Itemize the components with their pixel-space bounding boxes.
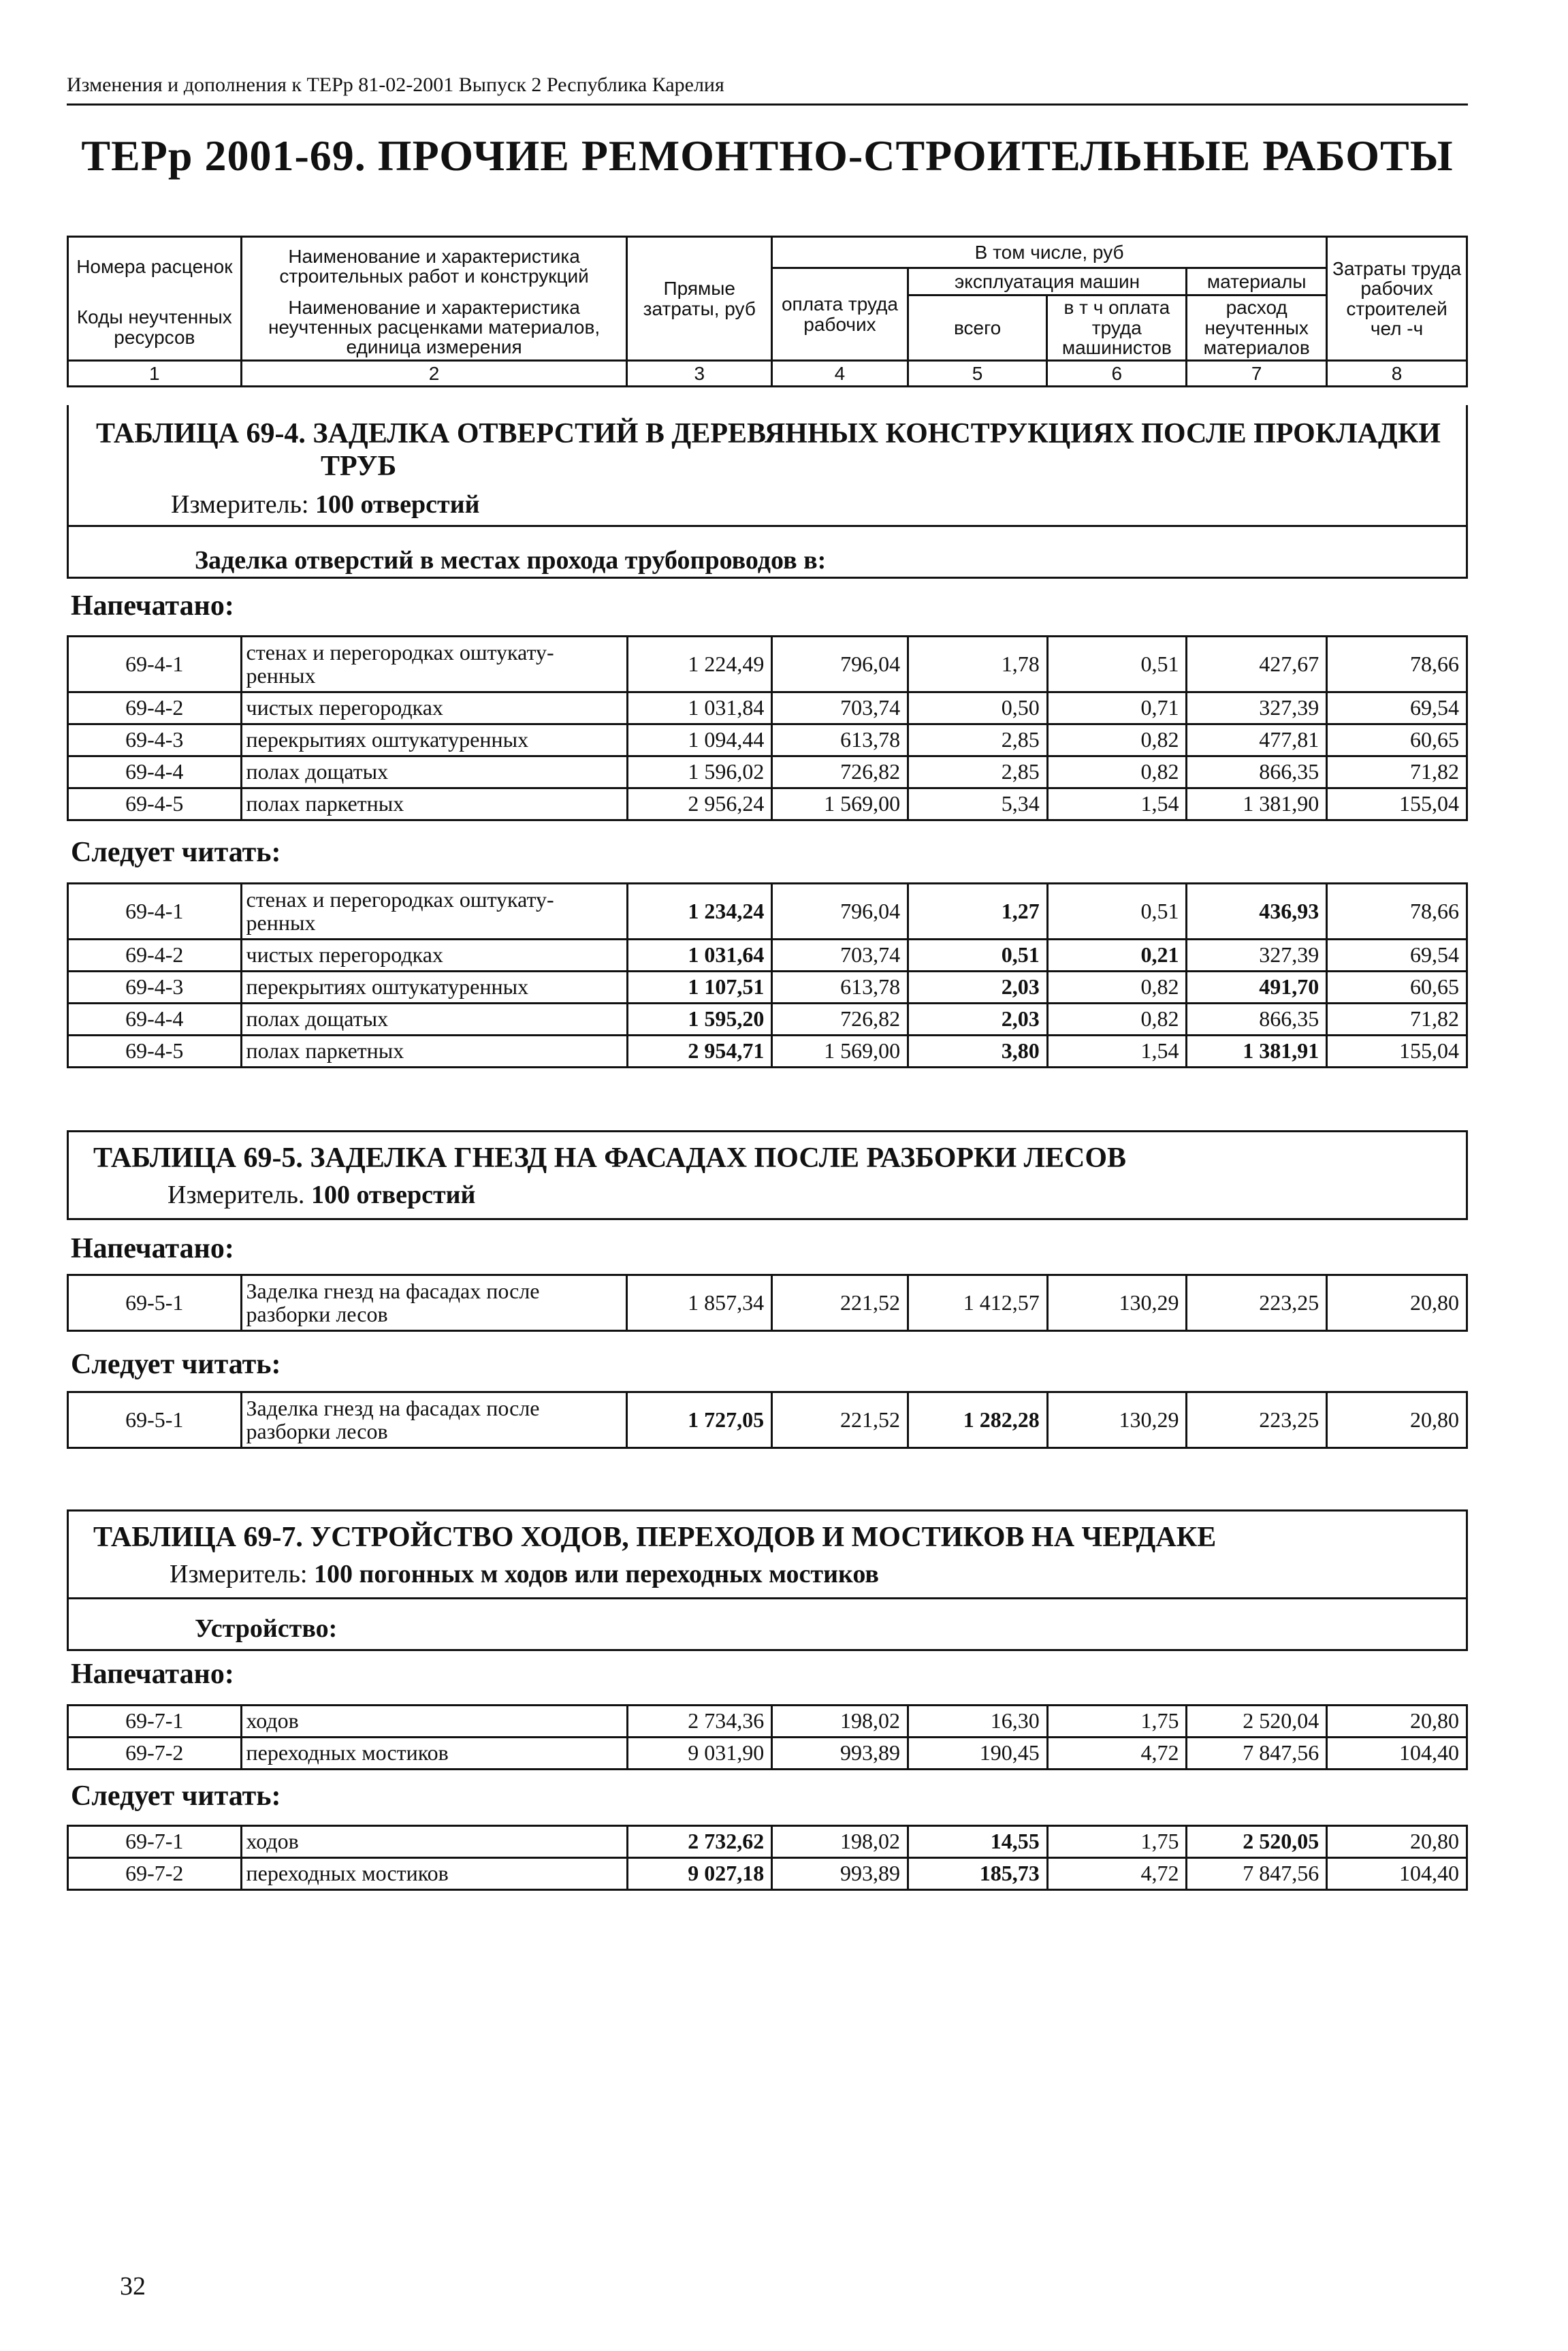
work-name-cell: стенах и перегородках оштукату-ренных [241, 637, 627, 692]
value-cell: 1,27 [908, 884, 1048, 940]
table-69-4-correct [67, 882, 1468, 1068]
rate-code-cell: 69-4-1 [68, 637, 242, 692]
value-cell: 20,80 [1327, 1826, 1467, 1858]
rate-code-cell: 69-5-1 [68, 1275, 242, 1331]
value-cell: 1,75 [1047, 1706, 1187, 1738]
value-cell: 78,66 [1327, 884, 1467, 940]
work-name-cell: полах паркетных [241, 788, 627, 820]
table-row [68, 756, 1467, 788]
table-69-5-correct [67, 1391, 1468, 1449]
value-cell: 78,66 [1327, 637, 1467, 692]
column-header-table [67, 236, 1468, 387]
value-cell: 190,45 [908, 1738, 1048, 1770]
value-cell: 2,85 [908, 756, 1048, 788]
work-name-cell: перекрытиях оштукатуренных [241, 972, 627, 1004]
value-cell: 5,34 [908, 788, 1048, 820]
read-label-69-7: Следует читать: [71, 1780, 281, 1812]
value-cell: 71,82 [1327, 756, 1467, 788]
value-cell: 0,82 [1047, 1004, 1187, 1036]
work-name-cell: ходов [241, 1706, 627, 1738]
value-cell: 104,40 [1327, 1738, 1467, 1770]
value-cell: 20,80 [1327, 1392, 1467, 1448]
hdr-material-name: Наименование и характеристика неучтенных расценками материалов, единица измерения [241, 295, 627, 361]
value-cell: 155,04 [1327, 1036, 1467, 1068]
table-69-7-correct [67, 1825, 1468, 1891]
hdr-resource-codes: Коды неучтенных ресурсов [68, 295, 242, 361]
table-row [68, 1706, 1467, 1738]
table-69-7-title: ТАБЛИЦА 69-7. УСТРОЙСТВО ХОДОВ, ПЕРЕХОДОВ И МОСТИКОВ НА ЧЕРДАКЕ [93, 1522, 1217, 1553]
value-cell: 613,78 [772, 724, 908, 756]
table-69-5-measure: Измеритель. 100 отверстий [167, 1181, 476, 1209]
hdr-operator-wages: в т ч оплата труда машинистов [1047, 295, 1187, 361]
value-cell: 327,39 [1187, 940, 1327, 972]
table-69-4-title-line2: ТРУБ [321, 451, 397, 482]
table-row [68, 1738, 1467, 1770]
work-name-cell: стенах и перегородках оштукату-ренных [241, 884, 627, 940]
rate-code-cell: 69-7-2 [68, 1858, 242, 1890]
value-cell: 2 520,04 [1187, 1706, 1327, 1738]
table-69-5-heading [67, 1130, 1468, 1220]
value-cell: 2 954,71 [627, 1036, 772, 1068]
value-cell: 726,82 [772, 756, 908, 788]
value-cell: 4,72 [1047, 1738, 1187, 1770]
table-69-7-heading [67, 1509, 1468, 1651]
work-name-cell: чистых перегородках [241, 940, 627, 972]
rate-code-cell: 69-4-2 [68, 940, 242, 972]
table-69-4-title-line1: ТАБЛИЦА 69-4. ЗАДЕЛКА ОТВЕРСТИЙ В ДЕРЕВЯННЫХ КОНСТРУКЦИЯХ ПОСЛЕ ПРОКЛАДКИ [96, 418, 1441, 449]
value-cell: 1 595,20 [627, 1004, 772, 1036]
value-cell: 69,54 [1327, 692, 1467, 724]
value-cell: 0,51 [1047, 637, 1187, 692]
value-cell: 1 569,00 [772, 788, 908, 820]
value-cell: 223,25 [1187, 1275, 1327, 1331]
value-cell: 9 031,90 [627, 1738, 772, 1770]
table-row [68, 884, 1467, 940]
value-cell: 130,29 [1047, 1392, 1187, 1448]
value-cell: 1 094,44 [627, 724, 772, 756]
value-cell: 2,03 [908, 972, 1048, 1004]
table-69-5-title: ТАБЛИЦА 69-5. ЗАДЕЛКА ГНЕЗД НА ФАСАДАХ ПОСЛЕ РАЗБОРКИ ЛЕСОВ [93, 1142, 1127, 1174]
table-row [68, 1004, 1467, 1036]
table-row [68, 972, 1467, 1004]
hdr-direct-costs: Прямые затраты, руб [627, 237, 772, 361]
value-cell: 0,82 [1047, 972, 1187, 1004]
value-cell: 69,54 [1327, 940, 1467, 972]
value-cell: 2 732,62 [627, 1826, 772, 1858]
value-cell: 20,80 [1327, 1706, 1467, 1738]
hdr-material-use: расход неучтенных материалов [1187, 295, 1327, 361]
page-title: ТЕРр 2001-69. ПРОЧИЕ РЕМОНТНО-СТРОИТЕЛЬНЫЕ РАБОТЫ [81, 131, 1454, 180]
value-cell: 1 282,28 [908, 1392, 1047, 1448]
read-label-69-5: Следует читать: [71, 1349, 281, 1380]
value-cell: 1 412,57 [908, 1275, 1047, 1331]
value-cell: 1 381,90 [1187, 788, 1327, 820]
value-cell: 14,55 [908, 1826, 1048, 1858]
value-cell: 1 381,91 [1187, 1036, 1327, 1068]
value-cell: 3,80 [908, 1036, 1048, 1068]
value-cell: 9 027,18 [627, 1858, 772, 1890]
hdr-num-7: 7 [1187, 361, 1327, 387]
value-cell: 993,89 [772, 1738, 908, 1770]
value-cell: 866,35 [1187, 756, 1327, 788]
hdr-rate-numbers: Номера расценок [68, 237, 242, 295]
rate-code-cell: 69-7-1 [68, 1826, 242, 1858]
hdr-num-4: 4 [772, 361, 908, 387]
value-cell: 796,04 [772, 637, 908, 692]
hdr-num-8: 8 [1327, 361, 1467, 387]
table-row [68, 788, 1467, 820]
value-cell: 0,50 [908, 692, 1048, 724]
value-cell: 1 107,51 [627, 972, 772, 1004]
hdr-including: В том числе, руб [772, 237, 1327, 268]
table-row [68, 637, 1467, 692]
hdr-num-5: 5 [908, 361, 1047, 387]
value-cell: 0,51 [908, 940, 1048, 972]
page-number: 32 [120, 2272, 146, 2301]
value-cell: 0,71 [1047, 692, 1187, 724]
value-cell: 613,78 [772, 972, 908, 1004]
value-cell: 221,52 [772, 1392, 908, 1448]
hdr-num-2: 2 [241, 361, 627, 387]
hdr-machines: эксплуатация машин [908, 268, 1186, 295]
value-cell: 477,81 [1187, 724, 1327, 756]
rate-code-cell: 69-4-5 [68, 788, 242, 820]
work-name-cell: полах паркетных [241, 1036, 627, 1068]
table-69-4-measure: Измеритель: 100 отверстий [171, 490, 480, 519]
value-cell: 198,02 [772, 1826, 908, 1858]
rate-code-cell: 69-4-1 [68, 884, 242, 940]
hdr-num-1: 1 [68, 361, 242, 387]
hdr-num-3: 3 [627, 361, 772, 387]
printed-label-69-4: Напечатано: [71, 590, 234, 622]
table-69-4-subheading: Заделка отверстий в местах прохода трубопроводов в: [195, 546, 827, 575]
value-cell: 491,70 [1187, 972, 1327, 1004]
work-name-cell: Заделка гнезд на фасадах после разборки лесов [241, 1392, 627, 1448]
hdr-num-6: 6 [1047, 361, 1187, 387]
value-cell: 2 956,24 [627, 788, 772, 820]
value-cell: 1 031,64 [627, 940, 772, 972]
value-cell: 223,25 [1187, 1392, 1327, 1448]
rule [69, 525, 1466, 527]
header-rule [67, 103, 1468, 106]
value-cell: 2 734,36 [627, 1706, 772, 1738]
value-cell: 703,74 [772, 692, 908, 724]
value-cell: 185,73 [908, 1858, 1048, 1890]
value-cell: 866,35 [1187, 1004, 1327, 1036]
table-row [68, 1036, 1467, 1068]
value-cell: 7 847,56 [1187, 1858, 1327, 1890]
rate-code-cell: 69-7-1 [68, 1706, 242, 1738]
work-name-cell: чистых перегородках [241, 692, 627, 724]
value-cell: 198,02 [772, 1706, 908, 1738]
rule [69, 1597, 1466, 1599]
value-cell: 0,82 [1047, 724, 1187, 756]
value-cell: 1,54 [1047, 788, 1187, 820]
value-cell: 71,82 [1327, 1004, 1467, 1036]
hdr-wages: оплата труда рабочих [772, 268, 908, 361]
value-cell: 2,85 [908, 724, 1048, 756]
work-name-cell: переходных мостиков [241, 1738, 627, 1770]
value-cell: 60,65 [1327, 972, 1467, 1004]
value-cell: 1,75 [1047, 1826, 1187, 1858]
rate-code-cell: 69-7-2 [68, 1738, 242, 1770]
value-cell: 1 727,05 [627, 1392, 772, 1448]
table-row [68, 1275, 1467, 1331]
rate-code-cell: 69-4-4 [68, 1004, 242, 1036]
value-cell: 16,30 [908, 1706, 1048, 1738]
hdr-work-name: Наименование и характеристика строительных работ и конструкций [241, 237, 627, 295]
table-69-4-printed [67, 635, 1468, 821]
value-cell: 2 520,05 [1187, 1826, 1327, 1858]
value-cell: 427,67 [1187, 637, 1327, 692]
value-cell: 327,39 [1187, 692, 1327, 724]
table-row [68, 1826, 1467, 1858]
value-cell: 60,65 [1327, 724, 1467, 756]
table-row [68, 724, 1467, 756]
value-cell: 796,04 [772, 884, 908, 940]
value-cell: 1 596,02 [627, 756, 772, 788]
work-name-cell: перекрытиях оштукатуренных [241, 724, 627, 756]
table-row [68, 1392, 1467, 1448]
work-name-cell: Заделка гнезд на фасадах после разборки лесов [241, 1275, 627, 1331]
value-cell: 0,51 [1047, 884, 1187, 940]
table-69-7-subheading: Устройство: [195, 1614, 338, 1643]
printed-label-69-5: Напечатано: [71, 1233, 234, 1264]
read-label-69-4: Следует читать: [71, 837, 281, 868]
value-cell: 20,80 [1327, 1275, 1467, 1331]
value-cell: 155,04 [1327, 788, 1467, 820]
table-69-4-heading [67, 405, 1468, 579]
value-cell: 130,29 [1047, 1275, 1187, 1331]
hdr-materials: материалы [1187, 268, 1327, 295]
rate-code-cell: 69-4-3 [68, 724, 242, 756]
running-header: Изменения и дополнения к ТЕРр 81-02-2001 Выпуск 2 Республика Карелия [67, 74, 724, 96]
rate-code-cell: 69-4-3 [68, 972, 242, 1004]
value-cell: 1 569,00 [772, 1036, 908, 1068]
value-cell: 104,40 [1327, 1858, 1467, 1890]
rate-code-cell: 69-4-5 [68, 1036, 242, 1068]
work-name-cell: полах дощатых [241, 756, 627, 788]
value-cell: 221,52 [772, 1275, 908, 1331]
value-cell: 436,93 [1187, 884, 1327, 940]
value-cell: 1 234,24 [627, 884, 772, 940]
value-cell: 0,21 [1047, 940, 1187, 972]
rate-code-cell: 69-5-1 [68, 1392, 242, 1448]
value-cell: 993,89 [772, 1858, 908, 1890]
value-cell: 1,54 [1047, 1036, 1187, 1068]
rate-code-cell: 69-4-4 [68, 756, 242, 788]
hdr-machines-total: всего [908, 295, 1047, 361]
value-cell: 1,78 [908, 637, 1048, 692]
value-cell: 726,82 [772, 1004, 908, 1036]
value-cell: 1 224,49 [627, 637, 772, 692]
value-cell: 0,82 [1047, 756, 1187, 788]
table-row [68, 1858, 1467, 1890]
value-cell: 1 031,84 [627, 692, 772, 724]
table-69-7-measure: Измеритель: 100 погонных м ходов или переходных мостиков [170, 1560, 879, 1588]
value-cell: 7 847,56 [1187, 1738, 1327, 1770]
hdr-labor-costs: Затраты труда рабочих строителей чел -ч [1327, 237, 1467, 361]
value-cell: 4,72 [1047, 1858, 1187, 1890]
work-name-cell: переходных мостиков [241, 1858, 627, 1890]
work-name-cell: полах дощатых [241, 1004, 627, 1036]
table-69-5-printed [67, 1274, 1468, 1332]
table-row [68, 692, 1467, 724]
work-name-cell: ходов [241, 1826, 627, 1858]
value-cell: 2,03 [908, 1004, 1048, 1036]
table-69-7-printed [67, 1704, 1468, 1770]
value-cell: 1 857,34 [627, 1275, 772, 1331]
value-cell: 703,74 [772, 940, 908, 972]
printed-label-69-7: Напечатано: [71, 1659, 234, 1690]
table-row [68, 940, 1467, 972]
rate-code-cell: 69-4-2 [68, 692, 242, 724]
